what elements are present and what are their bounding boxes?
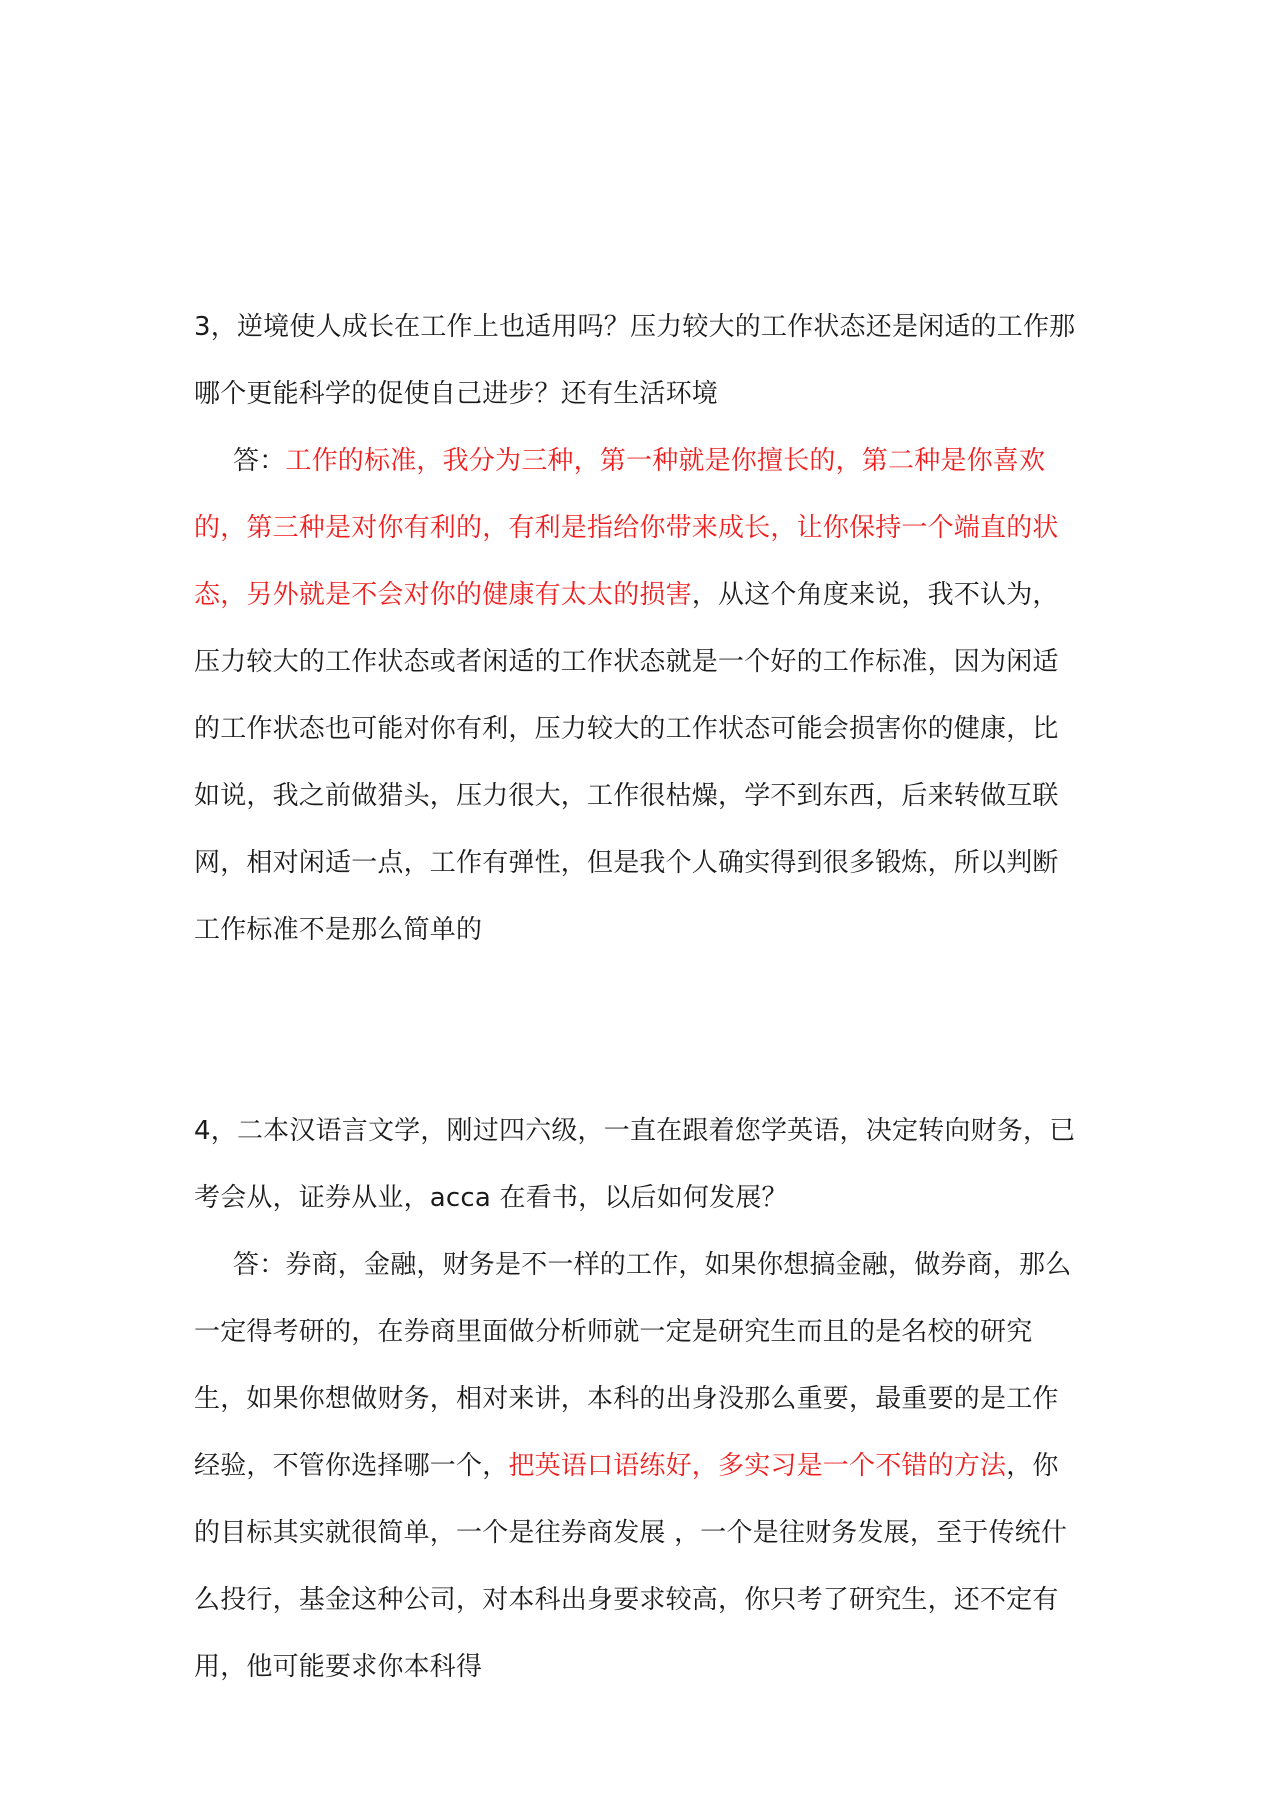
answer-3-rest: ，从这个角度来说，我不认为，压力较大的工作状态或者闲适的工作状态就是一个好的工作标准，因为闲适的工作状态也可能对你有利，压力较大的工作状态可能会损害你的健康，比如说，我之前做猎头，压力很大，工作很枯燥，学不到东西，后来转做互联网，相对闲适一点，工作有弹性，但是我个人确实得到很多锻炼，所以判断工作标准不是那么简单的: [194, 580, 1059, 945]
answer-3: [194, 428, 1084, 964]
answer-4-prefix: 答：券商，金融，财务是不一样的工作，如果你想搞金融，做券商，那么一定得考研的，在券商里面做分析师就一定是研究生而且的是名校的研究生，如果你想做财务，相对来讲，本科的出身没那么重要，最重要的是工作经验，不管你选择哪一个，: [194, 1250, 1072, 1481]
question-3: 3，逆境使人成长在工作上也适用吗？压力较大的工作状态还是闲适的工作那哪个更能科学的促使自己进步？还有生活环境: [194, 312, 1076, 409]
answer-4: [194, 1232, 1084, 1701]
answer-3-prefix: 答：: [233, 446, 286, 476]
answer-4-rest: ，你的目标其实就很简单，一个是往券商发展 ，一个是往财务发展，至于传统什么投行，基金这种公司，对本科出身要求较高，你只考了研究生，还不定有用，他可能要求你本科得: [194, 1451, 1068, 1682]
question-4: 4，二本汉语言文学，刚过四六级，一直在跟着您学英语，决定转向财务，已考会从，证券从业，acca 在看书，以后如何发展？: [194, 1116, 1076, 1213]
answer-4-highlight: 把英语口语练好，多实习是一个不错的方法: [508, 1451, 1007, 1481]
answer-3-highlight: 工作的标准，我分为三种，第一种就是你擅长的，第二种是你喜欢的，第三种是对你有利的，有利是指给你带来成长，让你保持一个端直的状态，另外就是不会对你的健康有太太的损害: [194, 446, 1059, 610]
